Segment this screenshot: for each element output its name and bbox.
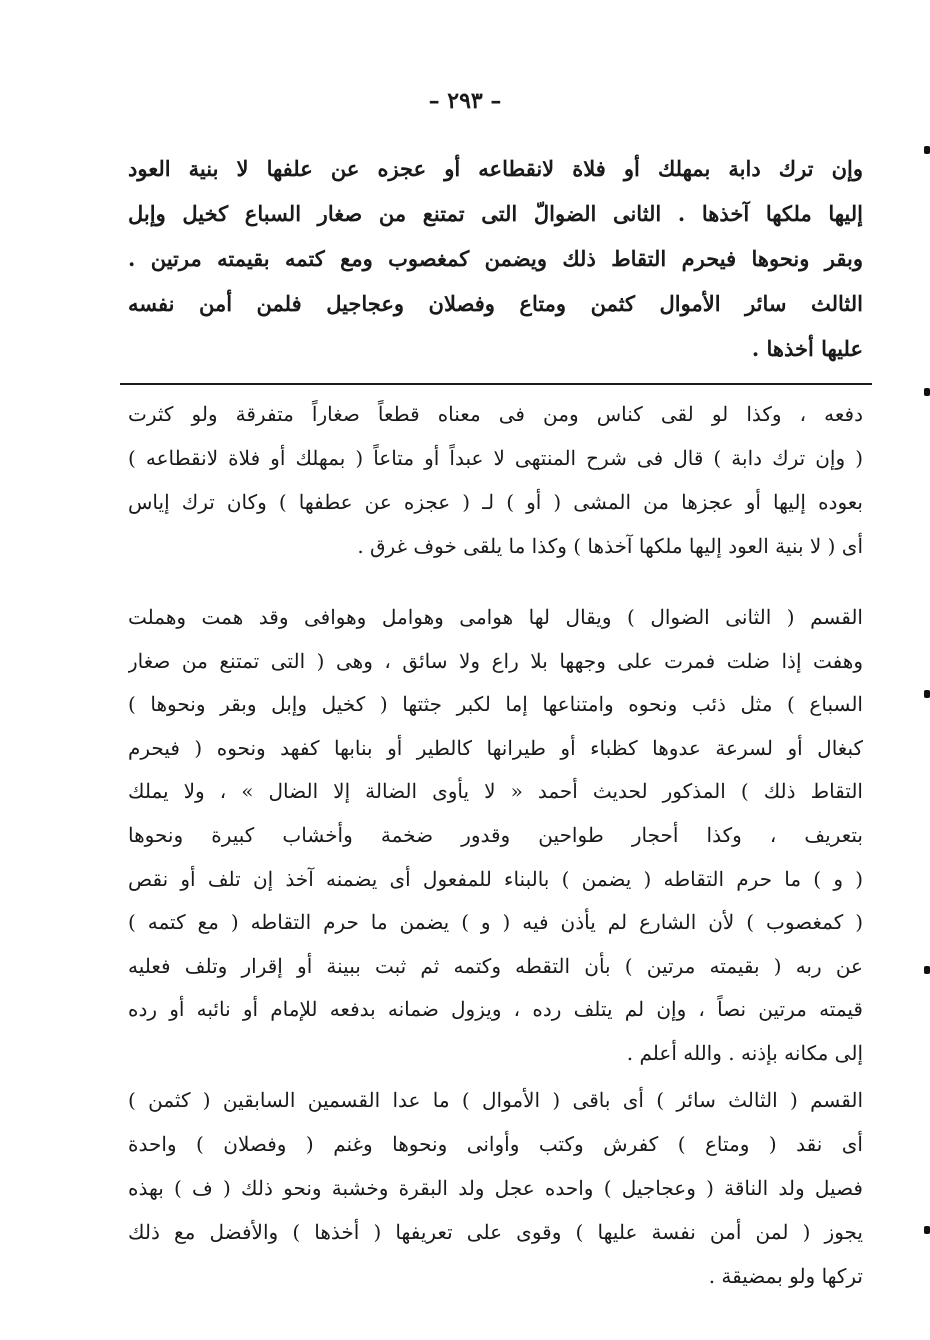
commentary-line: وهفت إذا ضلت فمرت على وجهها بلا راع ولا سائق ، وهى ( التى تمتنع من صغار bbox=[128, 648, 863, 673]
commentary-line: أى ( لا بنية العود إليها ملكها آخذها ) وكذا ما يلقى خوف غرق . bbox=[357, 534, 863, 558]
commentary-line: تركها ولو بمضيقة . bbox=[708, 1264, 863, 1288]
binding-hole-mark bbox=[924, 146, 930, 154]
commentary-line: ( كمغصوب ) لأن الشارع لم يأذن فيه ( و ) يضمن ما حرم التقاطه ( مع كتمه ) bbox=[128, 910, 863, 935]
commentary-line: القسم ( الثالث سائر ) أى باقى ( الأموال ) ما عدا القسمين السابقين ( كثمن ) bbox=[128, 1088, 863, 1112]
matn-line: وبقر ونحوها فيحرم التقاط ذلك ويضمن كمغصوب ومع كتمه بقيمته مرتين . bbox=[128, 246, 863, 271]
matn-line: إليها ملكها آخذها . الثانى الضوالّ التى تمتنع من صغار السباع كخيل وإبل bbox=[128, 201, 863, 226]
commentary-line: القسم ( الثانى الضوال ) ويقال لها هوامى وهوامل وهوافى وقد همت وهملت bbox=[128, 605, 863, 629]
commentary-line: إلى مكانه بإذنه . والله أعلم . bbox=[626, 1040, 863, 1065]
commentary-paragraph-3 bbox=[128, 1078, 863, 1298]
section-divider bbox=[120, 383, 872, 385]
commentary-line: كبغال أو لسرعة عدوها كظباء أو طيرانها كالطير أو بنابها كفهد ونحوه ( فيحرم bbox=[128, 735, 863, 760]
commentary-paragraph-1 bbox=[128, 392, 863, 568]
commentary-line: السباع ) مثل ذئب ونحوه وامتناعها إما لكبر جثتها ( كخيل وإبل وبقر ونحوها ) bbox=[128, 692, 863, 717]
commentary-line: بعوده إليها أو عجزها من المشى ( أو ) لـ ( عجزه عن عطفها ) وكان ترك إياس bbox=[128, 490, 863, 514]
matn-text-block bbox=[128, 146, 863, 371]
commentary-line: قيمته مرتين نصاً ، وإن لم يتلف رده ، ويزول ضمانه بدفعه للإمام أو نائبه أو رده bbox=[128, 997, 863, 1022]
matn-line: الثالث سائر الأموال كثمن ومتاع وفصلان وعجاجيل فلمن أمن نفسه bbox=[128, 291, 863, 316]
commentary-line: يجوز ( لمن أمن نفسة عليها ) وقوى على تعريفها ( أخذها ) والأفضل مع ذلك bbox=[128, 1220, 863, 1244]
binding-hole-mark bbox=[924, 388, 930, 396]
commentary-line: ( و ) ما حرم التقاطه ( يضمن ) بالبناء للمفعول أى يضمنه آخذ إن تلف أو نقص bbox=[128, 866, 863, 891]
binding-hole-mark bbox=[924, 966, 930, 974]
binding-hole-mark bbox=[924, 690, 930, 698]
matn-line: وإن ترك دابة بمهلك أو فلاة لانقطاعه أو عجزه عن علفها لا بنية العود bbox=[128, 156, 863, 181]
matn-line: عليها أخذها . bbox=[751, 336, 863, 361]
commentary-line: بتعريف ، وكذا أحجار طواحين وقدور ضخمة وأخشاب كبيرة ونحوها bbox=[128, 822, 863, 847]
commentary-line: عن ربه ( بقيمته مرتين ) بأن التقطه وكتمه ثم ثبت ببينة أو إقرار وتلف فعليه bbox=[128, 953, 863, 978]
binding-hole-mark bbox=[924, 1226, 930, 1234]
commentary-line: التقاط ذلك ) المذكور لحديث أحمد « لا يأوى الضالة إلا الضال » ، ولا يملك bbox=[128, 779, 863, 804]
commentary-paragraph-2 bbox=[128, 596, 863, 1076]
commentary-line: أى نقد ( ومتاع ) كفرش وكتب وأوانى ونحوها وغنم ( وفصلان ) واحدة bbox=[128, 1132, 863, 1156]
commentary-line: دفعه ، وكذا لو لقى كناس ومن فى معناه قطعاً صغاراً متفرقة ولو كثرت bbox=[128, 402, 863, 426]
page-number: – ٢٩٣ – bbox=[428, 88, 502, 114]
commentary-line: فصيل ولد الناقة ( وعجاجيل ) واحده عجل ولد البقرة وخشبة ونحو ذلك ( ف ) بهذه bbox=[128, 1176, 863, 1200]
commentary-line: ( وإن ترك دابة ) قال فى شرح المنتهى لا عبداً أو متاعاً ( بمهلك أو فلاة لانقطاعه ) bbox=[128, 446, 863, 470]
